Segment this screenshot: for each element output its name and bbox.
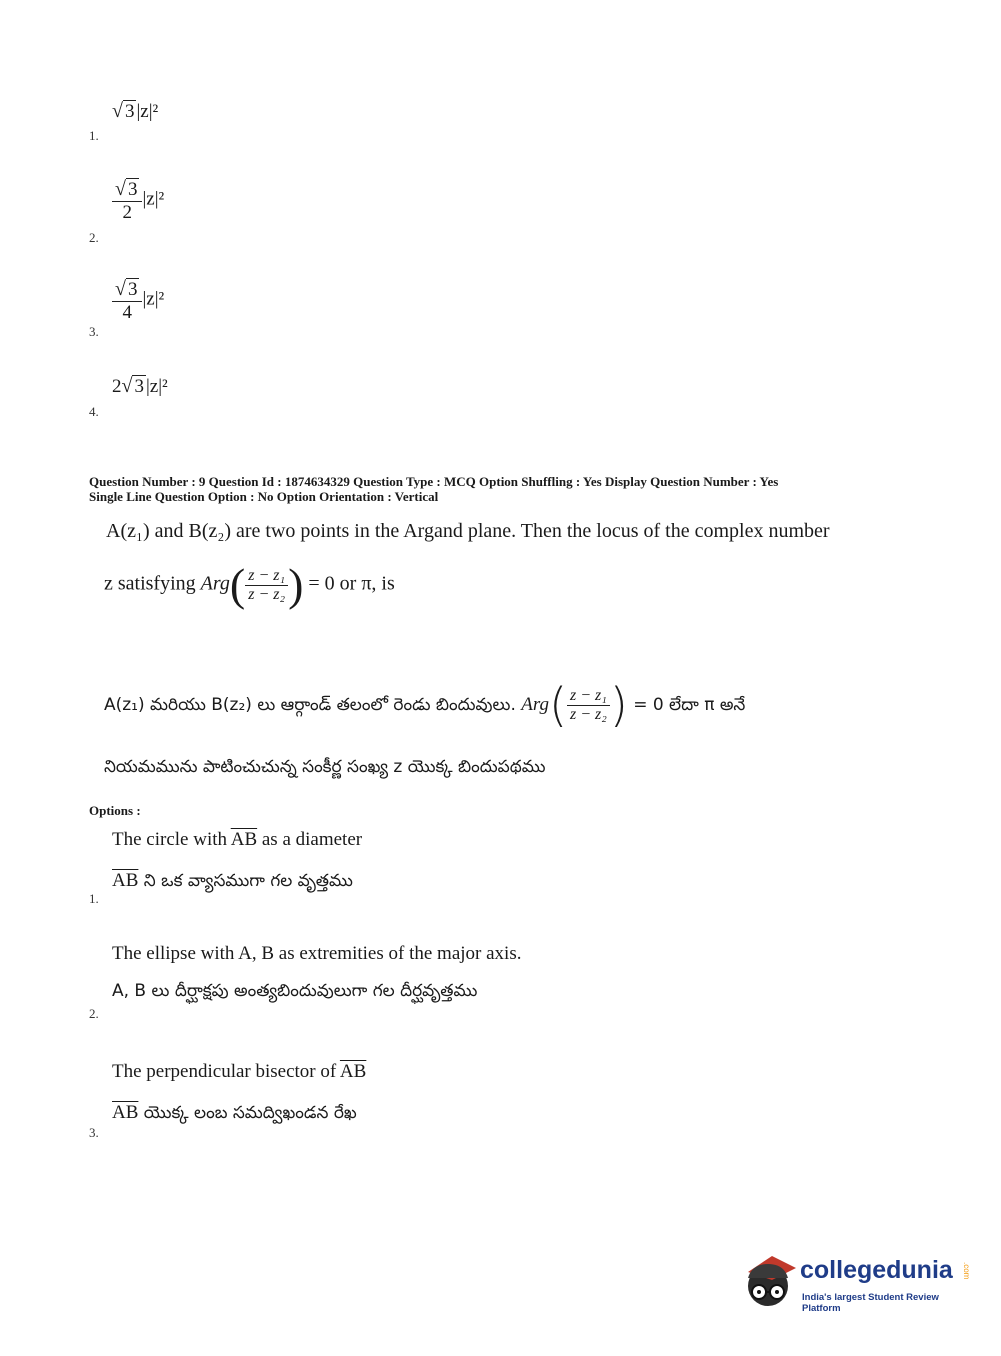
- logo-dotcom: .com: [962, 1262, 971, 1280]
- arg-label: Arg: [521, 694, 550, 715]
- segment-ab: $\overline{AB}$: [112, 870, 139, 891]
- prev-option-4: [112, 375, 168, 398]
- option-3-telugu: $\overline{AB}$ యొక్క లంబ సమద్విఖండన రేఖ: [112, 1102, 357, 1123]
- option-1-telugu: $\overline{AB}$ ని ఒక వ్యాసముగా గల వృత్తము: [112, 870, 353, 891]
- option-2-telugu: A, B లు దీర్ఘాక్షపు అంత్యబిందువులుగా గల దీర్ఘవృత్తము: [112, 981, 478, 1001]
- stem-post: = 0 or π, is: [308, 572, 395, 595]
- collegedunia-logo: [742, 1250, 972, 1312]
- option-number: 3.: [89, 324, 99, 339]
- abs-z-squared: |z|²: [145, 376, 168, 397]
- arg-fraction: $\frac{\text{z − z₁}}{\text{z − z₂}}$: [245, 567, 288, 604]
- option-pre: 2: [112, 376, 122, 397]
- paren-close: ): [609, 678, 628, 732]
- abs-z-squared: |z|²: [142, 288, 165, 310]
- option-number: 1.: [89, 891, 99, 906]
- abs-z-squared: |z|²: [136, 101, 159, 122]
- options-label: Options :: [89, 803, 141, 818]
- logo-tagline: India's largest Student Review Platform: [802, 1292, 939, 1314]
- fraction: $\frac{√ 3}{4}$: [112, 278, 142, 324]
- option-number: 2.: [89, 230, 99, 245]
- logo-name: collegedunia: [800, 1256, 953, 1284]
- option-number: 2.: [89, 1006, 99, 1021]
- option-2-english: The ellipse with A, B as extremities of the major axis.: [112, 943, 522, 964]
- arg-label: Arg: [200, 572, 230, 595]
- option-number: 3.: [89, 1125, 99, 1140]
- segment-ab: $\overline{AB}$: [112, 1102, 139, 1123]
- prev-option-1: [112, 100, 158, 123]
- sqrt: √ 3: [112, 100, 135, 122]
- sqrt: √ 3: [121, 375, 144, 397]
- option-number: 1.: [89, 128, 99, 143]
- mascot-icon: [742, 1250, 800, 1312]
- option-1-english: The circle with $\overline{AB}$ as a diameter: [112, 829, 363, 850]
- paren-close: ): [288, 559, 304, 610]
- fraction: $\frac{√ 3}{2}$: [112, 178, 142, 224]
- abs-z-squared: |z|²: [142, 188, 165, 210]
- prev-option-3: [112, 278, 164, 324]
- question-meta: [89, 474, 778, 504]
- question-meta-line1: Question Number : 9 Question Id : 1874634329 Question Type : MCQ Option Shuffling : Yes Display Question Number : Yes: [89, 474, 779, 489]
- telugu-stem-pre: A(z₁) మరియు B(z₂) లు ఆర్గాండ్ తలంలో రెండు బిందువులు.: [104, 695, 516, 715]
- question-meta-line2: Single Line Question Option : No Option Orientation : Vertical: [89, 489, 439, 504]
- telugu-stem-line1: [104, 678, 746, 732]
- prev-option-2: [112, 178, 164, 224]
- option-number: 4.: [89, 404, 99, 419]
- paren-open: (: [549, 678, 568, 732]
- english-stem-line2: [104, 559, 395, 610]
- segment-ab: $\overline{AB}$: [339, 1061, 367, 1082]
- segment-ab: $\overline{AB}$: [230, 829, 258, 850]
- paren-open: (: [229, 559, 246, 610]
- stem-pre: z satisfying: [104, 572, 196, 595]
- option-3-english: The perpendicular bisector of $\overline{AB}$: [112, 1061, 367, 1082]
- english-stem-line1: A(z₁) and B(z₂) are two points in the Argand plane. Then the locus of the complex number: [106, 520, 830, 542]
- telugu-stem-post: = 0 లేదా π అనే: [633, 695, 746, 715]
- arg-fraction: $\frac{\text{z − z₁}}{\text{z − z₂}}$: [567, 687, 610, 724]
- telugu-stem-line2: నియమమును పాటించుచున్న సంకీర్ణ సంఖ్య z యొక్క బిందుపథము: [104, 757, 546, 777]
